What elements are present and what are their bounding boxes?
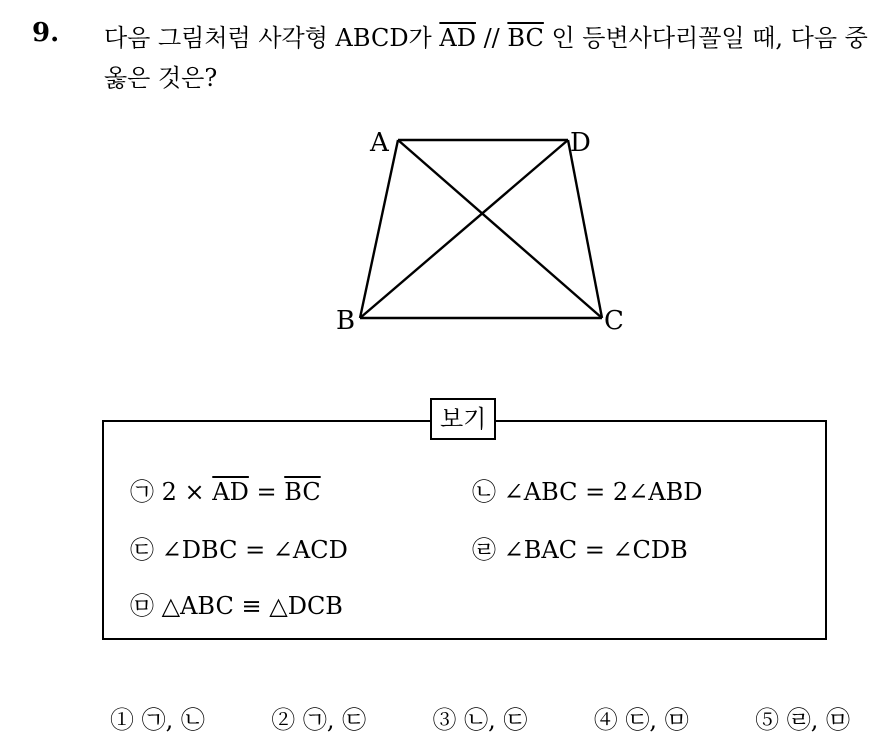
- choice-text: ㉠, ㉢: [302, 706, 367, 734]
- segment-bc: $\overline{BC}$: [284, 478, 321, 506]
- diagonal-ac: [398, 140, 602, 318]
- bogi-item-text: △ABC ≡ △DCB: [161, 592, 343, 620]
- choice-number: ④: [593, 706, 618, 734]
- choice-3[interactable]: [433, 700, 528, 735]
- choice-number: ⑤: [755, 706, 780, 734]
- choice-4[interactable]: [594, 700, 689, 735]
- bogi-item-text: ∠DBC = ∠ACD: [161, 536, 348, 564]
- bogi-item-text: 2 ×: [161, 478, 213, 506]
- bogi-item-text: ∠ABC = 2∠ABD: [503, 478, 703, 506]
- segment-bc: $\overline{BC}$: [507, 24, 544, 52]
- equals-sign: =: [248, 478, 285, 506]
- bogi-item-4: [472, 530, 688, 565]
- choice-text: ㉡, ㉢: [464, 706, 528, 734]
- parallel-symbol: //: [475, 24, 508, 52]
- bogi-item-marker: ㉡: [472, 478, 496, 506]
- bogi-item-marker: ㉤: [130, 592, 154, 620]
- bogi-title: 보기: [430, 398, 496, 440]
- bogi-item-marker: ㉠: [130, 478, 154, 506]
- answer-choices: [110, 700, 850, 735]
- vertex-label-d: D: [570, 128, 591, 158]
- question-text-after: 인 등변사다리꼴일 때, 다음 중 옳은 것은?: [104, 24, 868, 92]
- bogi-item-2: [472, 472, 702, 507]
- trapezoid-figure: [320, 115, 640, 339]
- vertex-label-a: A: [370, 128, 389, 158]
- choice-1[interactable]: [110, 700, 205, 735]
- bogi-item-marker: ㉢: [130, 536, 154, 564]
- bogi-item-3: [130, 530, 348, 565]
- choice-text: ㉢, ㉤: [625, 706, 689, 734]
- bogi-item-text: ∠BAC = ∠CDB: [503, 536, 688, 564]
- choice-text: ㉣, ㉤: [786, 706, 850, 734]
- trapezoid-diagram: [320, 115, 640, 335]
- choice-2[interactable]: [271, 700, 366, 735]
- bogi-item-marker: ㉣: [472, 536, 496, 564]
- choice-text: ㉠, ㉡: [141, 706, 205, 734]
- choice-number: ③: [432, 706, 457, 734]
- choice-5[interactable]: [755, 700, 850, 735]
- segment-ad: $\overline{AD}$: [439, 24, 476, 52]
- question-text: [104, 18, 874, 98]
- bogi-item-1: [130, 472, 321, 507]
- question-number: 9.: [32, 18, 60, 48]
- vertex-label-c: C: [604, 306, 624, 335]
- vertex-label-b: B: [336, 306, 356, 335]
- question-text-before: 다음 그림처럼 사각형 ABCD가: [104, 24, 440, 52]
- choice-number: ①: [110, 706, 134, 734]
- segment-ad: $\overline{AD}$: [212, 478, 249, 506]
- bogi-item-5: [130, 586, 343, 621]
- choice-number: ②: [271, 706, 296, 734]
